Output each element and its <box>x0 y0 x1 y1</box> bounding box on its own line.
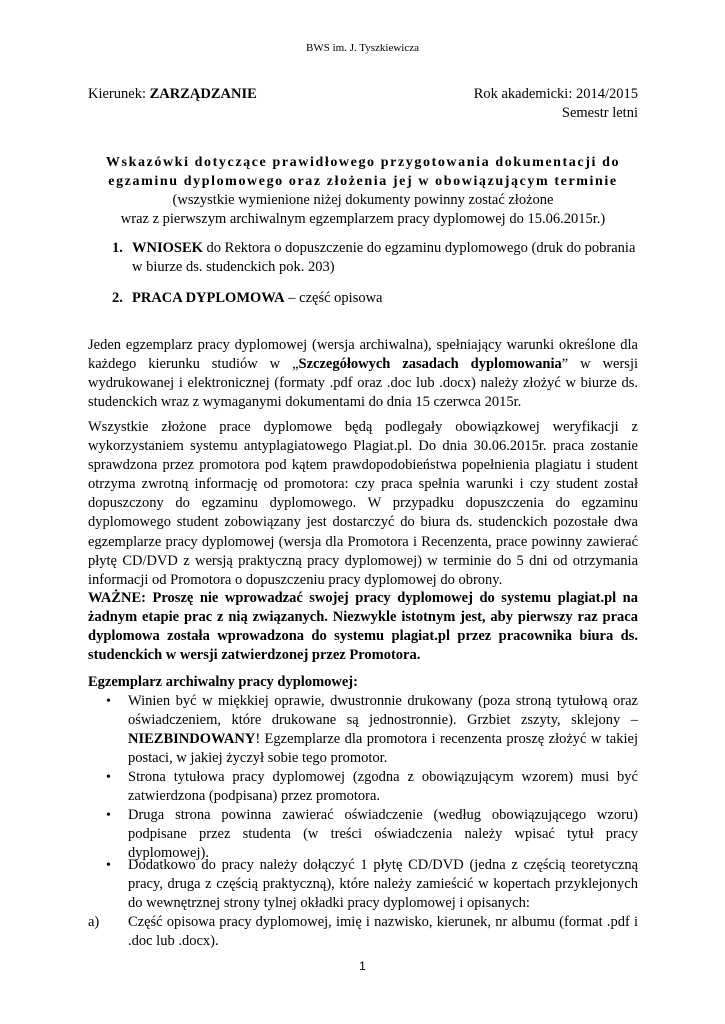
numbered-item-praca <box>112 289 638 308</box>
paragraph-important: WAŻNE: Proszę nie wprowadzać swojej pracy dyplomowej do systemu plagiat.pl na żadnym etapie prac z nią związanych. Niezwykle istotnym jest, aby pierwszy raz praca dyplomowa została wprowadzona do systemu plagiat.pl przez pracownika biura ds. studenckich w wersji zatwierdzonej przez Promotora. <box>88 590 638 664</box>
paragraph-plagiarism: Wszystkie złożone prace dyplomowe będą podlegały obowiązkowej weryfikacji z wykorzystaniem systemu antyplagiatowego Plagiat.pl. Do dnia 30.06.2015r. praca zostanie sprawdzona przez promotora pod kątem prawdopodobieństwa popełnienia plagiatu i student otrzyma zwrotną informację od promotora: czy praca spełnia warunki i czy student został dopuszczony do egzaminu dyplomowego. W przypadku dopuszczenia do egzaminu dyplomowego student zobowiązany jest dostarczyć do biura ds. studenckich pozostałe dwa egzemplarze pracy dyplomowej (wersja dla Promotora i Recenzenta, prace powinny zawierać płytę CD/DVD z wersją praktyczną pracy dyplomowej) w terminie do 5 dni od otrzymania informacji od Promotora o dopuszczeniu pracy dyplomowej do obrony. <box>88 419 638 588</box>
bullet-bold-text: NIEZBINDOWANY <box>128 731 256 748</box>
lettered-item <box>88 913 638 951</box>
bullet-icon: • <box>106 858 111 873</box>
para-text: ” w wersji wydrukowanej i elektronicznej (formaty .pdf oraz .doc lub .docx) należy złożyć w biurze ds. studenckich wraz z wymaganymi dokumentami do dnia 15 czerwca 2015r. <box>88 356 639 411</box>
item-letter: a) <box>88 914 100 930</box>
paragraph-submission <box>88 336 638 412</box>
title-line-2: egzaminu dyplomowego oraz złożenia jej w obowiązującym terminie <box>108 174 618 189</box>
page-number: 1 <box>359 959 366 973</box>
bullet-item <box>106 856 638 913</box>
subtitle-line-1: (wszystkie wymienione niżej dokumenty powinny zostać złożone <box>172 192 554 208</box>
kierunek-value: ZARZĄDZANIE <box>149 86 257 102</box>
page-header: BWS im. J. Tyszkiewicza <box>306 42 419 54</box>
numbered-item-wniosek <box>112 239 638 277</box>
document-subtitle <box>88 191 638 229</box>
academic-year: Rok akademicki: 2014/2015 <box>473 86 638 102</box>
item-bold-label: WNIOSEK <box>132 240 203 256</box>
meta-row-top <box>88 86 638 103</box>
para-text: Jeden egzemplarz pracy dyplomowej (wersja archiwalna), spełniający warunki określone dla każdego kierunku studiów w „ <box>88 337 638 373</box>
bullet-item <box>106 806 638 863</box>
item-bold-label: PRACA DYPLOMOWA <box>132 290 285 306</box>
item-number: 1. <box>112 240 123 256</box>
bullet-icon: • <box>106 808 111 823</box>
section-heading-archive: Egzemplarz archiwalny pracy dyplomowej: <box>88 674 358 690</box>
bullet-text: ! Egzemplarze dla promotora i recenzenta proszę złożyć w takiej postaci, w jakiej życzył sobie tego promotor. <box>128 731 638 767</box>
subtitle-line-2: wraz z pierwszym archiwalnym egzemplarzem pracy dyplomowej do 15.06.2015r.) <box>120 211 606 227</box>
bullet-text: Winien być w miękkiej oprawie, dwustronnie drukowany (poza stroną tytułową oraz oświadczeniem, które drukowane są jednostronnie). Grzbiet zszyty, sklejony – <box>128 693 638 729</box>
bullet-text: Druga strona powinna zawierać oświadczenie (według obowiązującego wzoru) podpisane przez studenta (w treści oświadczenia należy wpisać tytuł pracy dyplomowej). <box>128 807 638 862</box>
para-bold-text: Szczegółowych zasadach dyplomowania <box>298 356 562 373</box>
lettered-item-text: Część opisowa pracy dyplomowej, imię i nazwisko, kierunek, nr albumu (format .pdf i .doc lub .docx). <box>128 914 638 950</box>
item-number: 2. <box>112 290 123 306</box>
semester: Semestr letni <box>561 105 638 121</box>
document-title <box>88 153 638 191</box>
item-text: do Rektora o dopuszczenie do egzaminu dyplomowego (druk do pobrania w biurze ds. studenckich pok. 203) <box>132 240 636 275</box>
bullet-icon: • <box>106 770 111 785</box>
bullet-icon: • <box>106 694 111 709</box>
bullet-item <box>106 692 638 768</box>
title-line-1: Wskazówki dotyczące prawidłowego przygotowania dokumentacji do <box>105 155 621 170</box>
item-text: – część opisowa <box>284 290 383 306</box>
bullet-text: Dodatkowo do pracy należy dołączyć 1 płytę CD/DVD (jedna z częścią teoretyczną pracy, druga z częścią praktyczną), które należy zamieścić w kopertach przyklejonych do wewnętrznej strony tylnej okładki pracy dyplomowej i opisanych: <box>128 857 638 912</box>
bullet-item <box>106 768 638 806</box>
bullet-text: Strona tytułowa pracy dyplomowej (zgodna z obowiązującym wzorem) musi być zatwierdzona (podpisana) przez promotora. <box>128 769 638 805</box>
kierunek-label: Kierunek: <box>88 86 150 102</box>
